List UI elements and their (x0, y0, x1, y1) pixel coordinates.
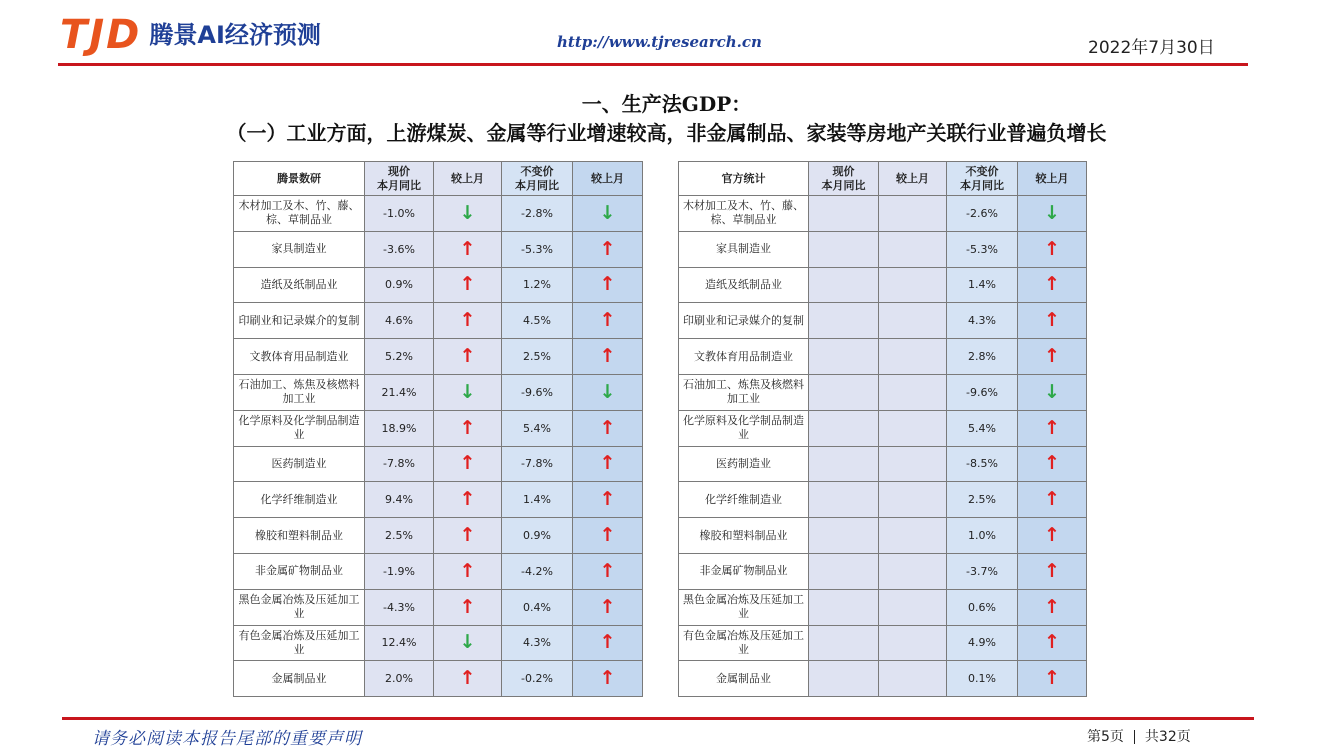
table-row (234, 267, 643, 303)
trend-cell (434, 267, 502, 303)
industry-name: 木材加工及木、竹、藤、棕、草制品业 (234, 196, 365, 232)
trend-cell (434, 374, 502, 410)
website-link[interactable]: http://www.tjresearch.cn (557, 33, 762, 51)
constant-yoy-value: -2.6% (947, 196, 1018, 232)
header-vs-last-month: 较上月 (434, 162, 502, 196)
current-yoy-value (809, 339, 879, 375)
industry-name: 橡胶和塑料制品业 (234, 518, 365, 554)
arrow-up-icon: ↑ (599, 488, 616, 511)
trend-cell (879, 231, 947, 267)
table-row (234, 374, 643, 410)
arrow-down-icon: ↓ (599, 201, 616, 224)
header-vs-last-month: 较上月 (879, 162, 947, 196)
table-row (234, 589, 643, 625)
arrow-up-icon: ↑ (1044, 273, 1060, 296)
trend-cell (879, 661, 947, 697)
trend-cell (879, 446, 947, 482)
industry-name: 家具制造业 (679, 231, 809, 267)
current-yoy-value (809, 482, 879, 518)
page-separator (1134, 730, 1135, 744)
industry-name: 木材加工及木、竹、藤、棕、草制品业 (679, 196, 809, 232)
arrow-up-icon: ↑ (1044, 559, 1060, 582)
constant-yoy-value: 5.4% (502, 410, 573, 446)
table-row (234, 446, 643, 482)
current-yoy-value: -1.0% (365, 196, 434, 232)
constant-yoy-value: -9.6% (947, 374, 1018, 410)
arrow-up-icon: ↑ (599, 595, 616, 618)
header-source: 腾景数研 (234, 162, 365, 196)
table-row (234, 339, 643, 375)
table-header-row (679, 162, 1087, 196)
trend-cell (573, 339, 643, 375)
trend-cell (1018, 589, 1087, 625)
table-row (234, 410, 643, 446)
current-yoy-value (809, 410, 879, 446)
current-yoy-value (809, 518, 879, 554)
trend-cell (1018, 303, 1087, 339)
arrow-down-icon: ↓ (459, 631, 476, 654)
current-yoy-value: 4.6% (365, 303, 434, 339)
current-yoy-value (809, 625, 879, 661)
trend-cell (879, 553, 947, 589)
current-yoy-value (809, 589, 879, 625)
current-yoy-value: 18.9% (365, 410, 434, 446)
industry-name: 印刷业和记录媒介的复制 (679, 303, 809, 339)
trend-cell (879, 303, 947, 339)
table-row (679, 553, 1087, 589)
logo-mark: TJD (60, 12, 142, 58)
trend-cell (434, 446, 502, 482)
trend-cell (1018, 410, 1087, 446)
arrow-up-icon: ↑ (459, 524, 476, 547)
industry-name: 石油加工、炼焦及核燃料加工业 (679, 374, 809, 410)
constant-yoy-value: -7.8% (502, 446, 573, 482)
arrow-up-icon: ↑ (459, 273, 476, 296)
industry-name: 石油加工、炼焦及核燃料加工业 (234, 374, 365, 410)
arrow-up-icon: ↑ (459, 452, 476, 475)
table-header-row (234, 162, 643, 196)
trend-cell (434, 231, 502, 267)
arrow-up-icon: ↑ (599, 416, 616, 439)
trend-cell (1018, 196, 1087, 232)
constant-yoy-value: 5.4% (947, 410, 1018, 446)
industry-name: 医药制造业 (234, 446, 365, 482)
trend-cell (573, 196, 643, 232)
constant-yoy-value: 2.8% (947, 339, 1018, 375)
table-row (234, 518, 643, 554)
arrow-up-icon: ↑ (459, 416, 476, 439)
arrow-up-icon: ↑ (1044, 524, 1060, 547)
header-constant-yoy: 不变价 本月同比 (502, 162, 573, 196)
constant-yoy-value: -3.7% (947, 553, 1018, 589)
current-yoy-value: -3.6% (365, 231, 434, 267)
trend-cell (434, 625, 502, 661)
section-title: 一、生产法GDP： (581, 92, 752, 116)
table-row (679, 231, 1087, 267)
trend-cell (573, 267, 643, 303)
trend-cell (573, 589, 643, 625)
industry-name: 有色金属冶炼及压延加工业 (679, 625, 809, 661)
arrow-up-icon: ↑ (459, 237, 476, 260)
trend-cell (434, 196, 502, 232)
current-yoy-value (809, 231, 879, 267)
trend-cell (573, 553, 643, 589)
table-row (679, 339, 1087, 375)
arrow-down-icon: ↓ (1044, 201, 1060, 224)
arrow-up-icon: ↑ (599, 237, 616, 260)
current-yoy-value (809, 553, 879, 589)
arrow-up-icon: ↑ (1044, 488, 1060, 511)
industry-name: 黑色金属冶炼及压延加工业 (234, 589, 365, 625)
trend-cell (879, 625, 947, 661)
constant-yoy-value: 4.3% (947, 303, 1018, 339)
arrow-up-icon: ↑ (599, 559, 616, 582)
arrow-up-icon: ↑ (1044, 237, 1060, 260)
industry-name: 非金属矿物制品业 (679, 553, 809, 589)
tengjing-table (233, 161, 643, 697)
arrow-up-icon: ↑ (459, 488, 476, 511)
page-subtitle: （一）工业方面，上游煤炭、金属等行业增速较高，非金属制品、家装等房地产关联行业普遍负增长 (226, 121, 1107, 145)
trend-cell (573, 482, 643, 518)
arrow-up-icon: ↑ (1044, 309, 1060, 332)
trend-cell (1018, 374, 1087, 410)
arrow-up-icon: ↑ (1044, 345, 1060, 368)
current-yoy-value: 9.4% (365, 482, 434, 518)
table-row (679, 625, 1087, 661)
trend-cell (1018, 625, 1087, 661)
constant-yoy-value: 1.2% (502, 267, 573, 303)
table-row (234, 661, 643, 697)
table-row (234, 482, 643, 518)
constant-yoy-value: -9.6% (502, 374, 573, 410)
arrow-up-icon: ↑ (599, 631, 616, 654)
arrow-down-icon: ↓ (599, 380, 616, 403)
industry-name: 橡胶和塑料制品业 (679, 518, 809, 554)
industry-name: 文教体育用品制造业 (679, 339, 809, 375)
logo-text: 腾景AI经济预测 (149, 21, 321, 49)
trend-cell (434, 482, 502, 518)
constant-yoy-value: -4.2% (502, 553, 573, 589)
trend-cell (573, 625, 643, 661)
constant-yoy-value: 1.4% (502, 482, 573, 518)
trend-cell (573, 231, 643, 267)
trend-cell (573, 661, 643, 697)
arrow-up-icon: ↑ (599, 452, 616, 475)
trend-cell (1018, 482, 1087, 518)
table-row (679, 374, 1087, 410)
logo (60, 14, 321, 56)
constant-yoy-value: 2.5% (502, 339, 573, 375)
current-yoy-value (809, 267, 879, 303)
trend-cell (879, 482, 947, 518)
table-row (679, 267, 1087, 303)
industry-name: 医药制造业 (679, 446, 809, 482)
arrow-up-icon: ↑ (1044, 416, 1060, 439)
trend-cell (573, 374, 643, 410)
current-page: 第5页 (1087, 729, 1124, 745)
constant-yoy-value: -0.2% (502, 661, 573, 697)
arrow-up-icon: ↑ (459, 559, 476, 582)
table-row (679, 410, 1087, 446)
constant-yoy-value: -8.5% (947, 446, 1018, 482)
industry-name: 文教体育用品制造业 (234, 339, 365, 375)
constant-yoy-value: -5.3% (502, 231, 573, 267)
industry-name: 造纸及纸制品业 (234, 267, 365, 303)
table-row (679, 303, 1087, 339)
table-row (679, 518, 1087, 554)
trend-cell (1018, 661, 1087, 697)
total-pages: 共32页 (1144, 729, 1191, 745)
arrow-up-icon: ↑ (599, 309, 616, 332)
industry-name: 化学纤维制造业 (234, 482, 365, 518)
header-current-yoy: 现价 本月同比 (365, 162, 434, 196)
constant-yoy-value: 0.1% (947, 661, 1018, 697)
current-yoy-value: 2.0% (365, 661, 434, 697)
arrow-up-icon: ↑ (599, 273, 616, 296)
arrow-up-icon: ↑ (599, 345, 616, 368)
trend-cell (434, 303, 502, 339)
arrow-up-icon: ↑ (459, 309, 476, 332)
arrow-up-icon: ↑ (1044, 595, 1060, 618)
header-vs-last-month: 较上月 (1018, 162, 1087, 196)
trend-cell (434, 661, 502, 697)
arrow-up-icon: ↑ (459, 345, 476, 368)
disclaimer: 请务必阅读本报告尾部的重要声明 (92, 729, 362, 749)
trend-cell (434, 518, 502, 554)
constant-yoy-value: 4.9% (947, 625, 1018, 661)
trend-cell (573, 303, 643, 339)
table-row (234, 303, 643, 339)
current-yoy-value (809, 374, 879, 410)
trend-cell (434, 339, 502, 375)
current-yoy-value: 12.4% (365, 625, 434, 661)
trend-cell (1018, 518, 1087, 554)
industry-name: 化学原料及化学制品制造业 (234, 410, 365, 446)
header-divider (58, 63, 1248, 66)
arrow-up-icon: ↑ (599, 667, 616, 690)
constant-yoy-value: 0.6% (947, 589, 1018, 625)
industry-name: 金属制品业 (679, 661, 809, 697)
table-row (679, 196, 1087, 232)
table-row (234, 625, 643, 661)
header-constant-yoy: 不变价 本月同比 (947, 162, 1018, 196)
current-yoy-value: 5.2% (365, 339, 434, 375)
constant-yoy-value: 1.0% (947, 518, 1018, 554)
current-yoy-value: -1.9% (365, 553, 434, 589)
trend-cell (1018, 553, 1087, 589)
industry-name: 黑色金属冶炼及压延加工业 (679, 589, 809, 625)
current-yoy-value: 2.5% (365, 518, 434, 554)
header-current-yoy: 现价 本月同比 (809, 162, 879, 196)
current-yoy-value: -7.8% (365, 446, 434, 482)
constant-yoy-value: 0.4% (502, 589, 573, 625)
constant-yoy-value: 2.5% (947, 482, 1018, 518)
official-table (678, 161, 1087, 697)
arrow-up-icon: ↑ (459, 595, 476, 618)
table-row (234, 553, 643, 589)
trend-cell (1018, 446, 1087, 482)
current-yoy-value (809, 303, 879, 339)
industry-name: 化学原料及化学制品制造业 (679, 410, 809, 446)
industry-name: 印刷业和记录媒介的复制 (234, 303, 365, 339)
current-yoy-value (809, 661, 879, 697)
trend-cell (434, 410, 502, 446)
trend-cell (879, 374, 947, 410)
arrow-up-icon: ↑ (599, 524, 616, 547)
table-row (234, 231, 643, 267)
trend-cell (879, 518, 947, 554)
industry-name: 化学纤维制造业 (679, 482, 809, 518)
constant-yoy-value: 4.3% (502, 625, 573, 661)
trend-cell (573, 446, 643, 482)
constant-yoy-value: 1.4% (947, 267, 1018, 303)
trend-cell (434, 589, 502, 625)
trend-cell (879, 410, 947, 446)
industry-name: 金属制品业 (234, 661, 365, 697)
trend-cell (879, 196, 947, 232)
industry-name: 非金属矿物制品业 (234, 553, 365, 589)
trend-cell (879, 267, 947, 303)
table-row (679, 482, 1087, 518)
constant-yoy-value: 0.9% (502, 518, 573, 554)
table-row (679, 446, 1087, 482)
current-yoy-value: -4.3% (365, 589, 434, 625)
trend-cell (1018, 339, 1087, 375)
table-row (679, 589, 1087, 625)
footer-divider (62, 717, 1254, 720)
current-yoy-value: 0.9% (365, 267, 434, 303)
arrow-up-icon: ↑ (1044, 631, 1060, 654)
table-row (679, 661, 1087, 697)
constant-yoy-value: 4.5% (502, 303, 573, 339)
arrow-up-icon: ↑ (1044, 452, 1060, 475)
current-yoy-value (809, 446, 879, 482)
industry-name: 造纸及纸制品业 (679, 267, 809, 303)
trend-cell (879, 339, 947, 375)
trend-cell (879, 589, 947, 625)
trend-cell (573, 410, 643, 446)
arrow-down-icon: ↓ (459, 380, 476, 403)
page-number (1087, 726, 1191, 746)
trend-cell (1018, 231, 1087, 267)
trend-cell (434, 553, 502, 589)
industry-name: 有色金属冶炼及压延加工业 (234, 625, 365, 661)
report-date: 2022年7月30日 (1088, 38, 1215, 58)
arrow-down-icon: ↓ (459, 201, 476, 224)
arrow-up-icon: ↑ (459, 667, 476, 690)
header-vs-last-month: 较上月 (573, 162, 643, 196)
current-yoy-value (809, 196, 879, 232)
trend-cell (573, 518, 643, 554)
trend-cell (1018, 267, 1087, 303)
header-source: 官方统计 (679, 162, 809, 196)
table-row (234, 196, 643, 232)
current-yoy-value: 21.4% (365, 374, 434, 410)
arrow-down-icon: ↓ (1044, 380, 1060, 403)
constant-yoy-value: -2.8% (502, 196, 573, 232)
industry-name: 家具制造业 (234, 231, 365, 267)
arrow-up-icon: ↑ (1044, 667, 1060, 690)
constant-yoy-value: -5.3% (947, 231, 1018, 267)
